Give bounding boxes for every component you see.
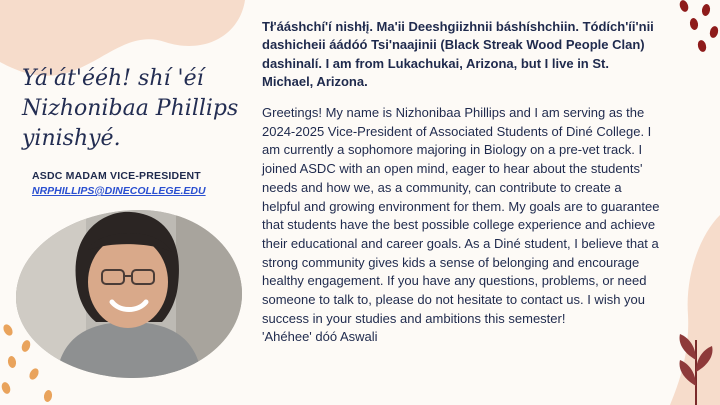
bio-text: Greetings! My name is Nizhonibaa Phillips and I am serving as the 2024-2025 Vice-President of Associated Students of Diné College. I am currently a sophomore majoring in Biology on a pre-vet track. I joined ASDC with an open mind, eager to hear about the students' needs and how we, as a community, can contribute to create a helpful and growing environment for them. My goals are to guarantee that students have the best possible college experience and achieve their educational and career goals. As a Diné student, I believe that a strong community gives kids a sense of belonging and encourage healthy engagement. If you have any questions, problems, or need someone to talk to, please do not hesitate to contact us. I wish you success in your studies and ambitions this semester!: [262, 105, 660, 326]
greeting-title: Yá'át'ééh! shí 'éí Nizhonibaa Phillips yinishyé.: [22, 66, 239, 151]
role-label: ASDC MADAM VICE-PRESIDENT: [32, 170, 201, 182]
bottom-right-leaf-icon: [672, 330, 720, 405]
signoff: 'Ahéhee' dóó Aswali: [262, 329, 378, 345]
top-right-red-dots: [672, 0, 720, 62]
bio-paragraph: [262, 104, 662, 347]
email-link[interactable]: NRPHILLIPS@DINECOLLEGE.EDU: [32, 185, 206, 197]
profile-photo: [16, 210, 242, 378]
portrait-illustration: [16, 210, 242, 378]
clan-introduction: Tł'ááshchí'í nishłį. Ma'ii Deeshgiizhnii báshíshchiin. Tódích'íi'nii dashicheii áádóó Tsi'naajinii (Black Streak Wood People Clan) dashinalí. I am from Lukachukai, Arizona, but I live in St. Michael, Arizona.: [262, 19, 654, 89]
